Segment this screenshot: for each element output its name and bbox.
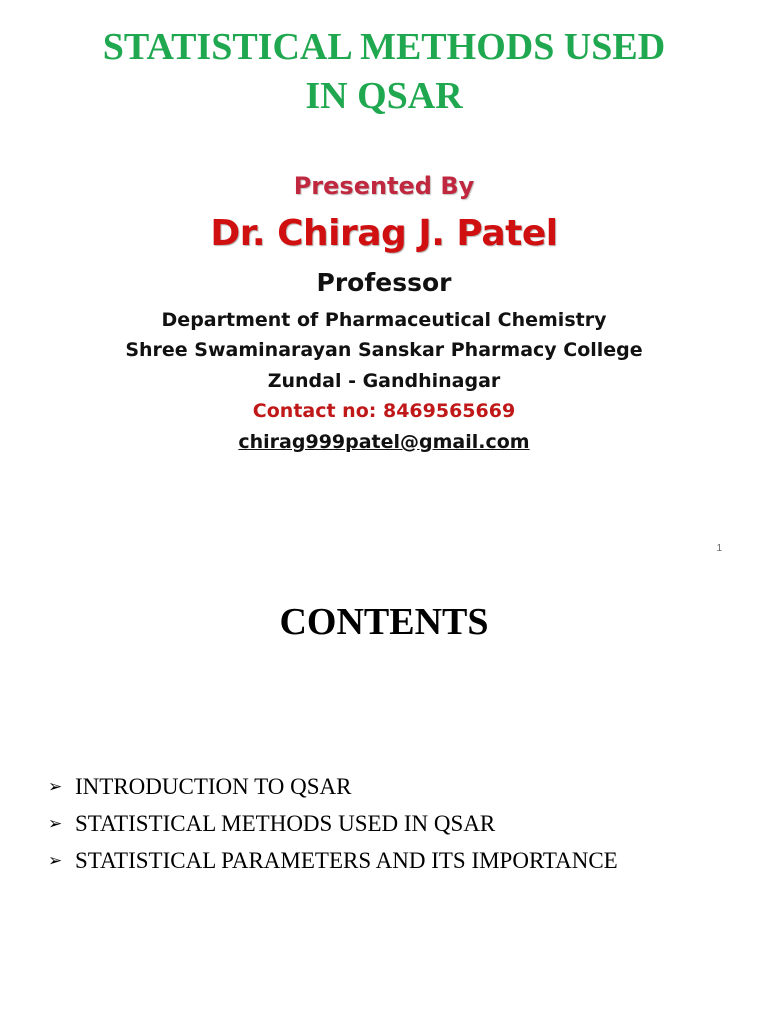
list-item-label: INTRODUCTION TO QSAR — [75, 773, 352, 799]
email-link[interactable]: chirag999patel@gmail.com — [238, 431, 530, 453]
location: Zundal - Gandhinagar — [267, 370, 501, 392]
list-item-label: STATISTICAL PARAMETERS AND ITS IMPORTANCE — [75, 847, 618, 873]
college-name: Shree Swaminarayan Sanskar Pharmacy College — [125, 339, 643, 361]
list-item — [48, 805, 618, 842]
page-number: 1 — [716, 543, 722, 554]
contents-list — [48, 768, 618, 879]
contents-slide — [0, 576, 768, 1024]
arrow-bullet-icon: ➢ — [48, 814, 63, 833]
author-role: Professor — [316, 268, 452, 297]
slide-title-line-1: STATISTICAL METHODS USED — [102, 26, 666, 68]
list-item — [48, 768, 618, 805]
slide-title-line-2: IN QSAR — [305, 75, 463, 117]
department: Department of Pharmaceutical Chemistry — [161, 309, 607, 331]
list-item-label: STATISTICAL METHODS USED IN QSAR — [75, 810, 496, 836]
presented-by-label: Presented By — [293, 172, 475, 200]
email-line — [0, 431, 768, 453]
contents-heading: CONTENTS — [279, 601, 489, 643]
arrow-bullet-icon: ➢ — [48, 851, 63, 870]
author-name: Dr. Chirag J. Patel — [210, 213, 558, 254]
arrow-bullet-icon: ➢ — [48, 777, 63, 796]
list-item — [48, 842, 618, 879]
contact-number: Contact no: 8469565669 — [252, 400, 516, 422]
